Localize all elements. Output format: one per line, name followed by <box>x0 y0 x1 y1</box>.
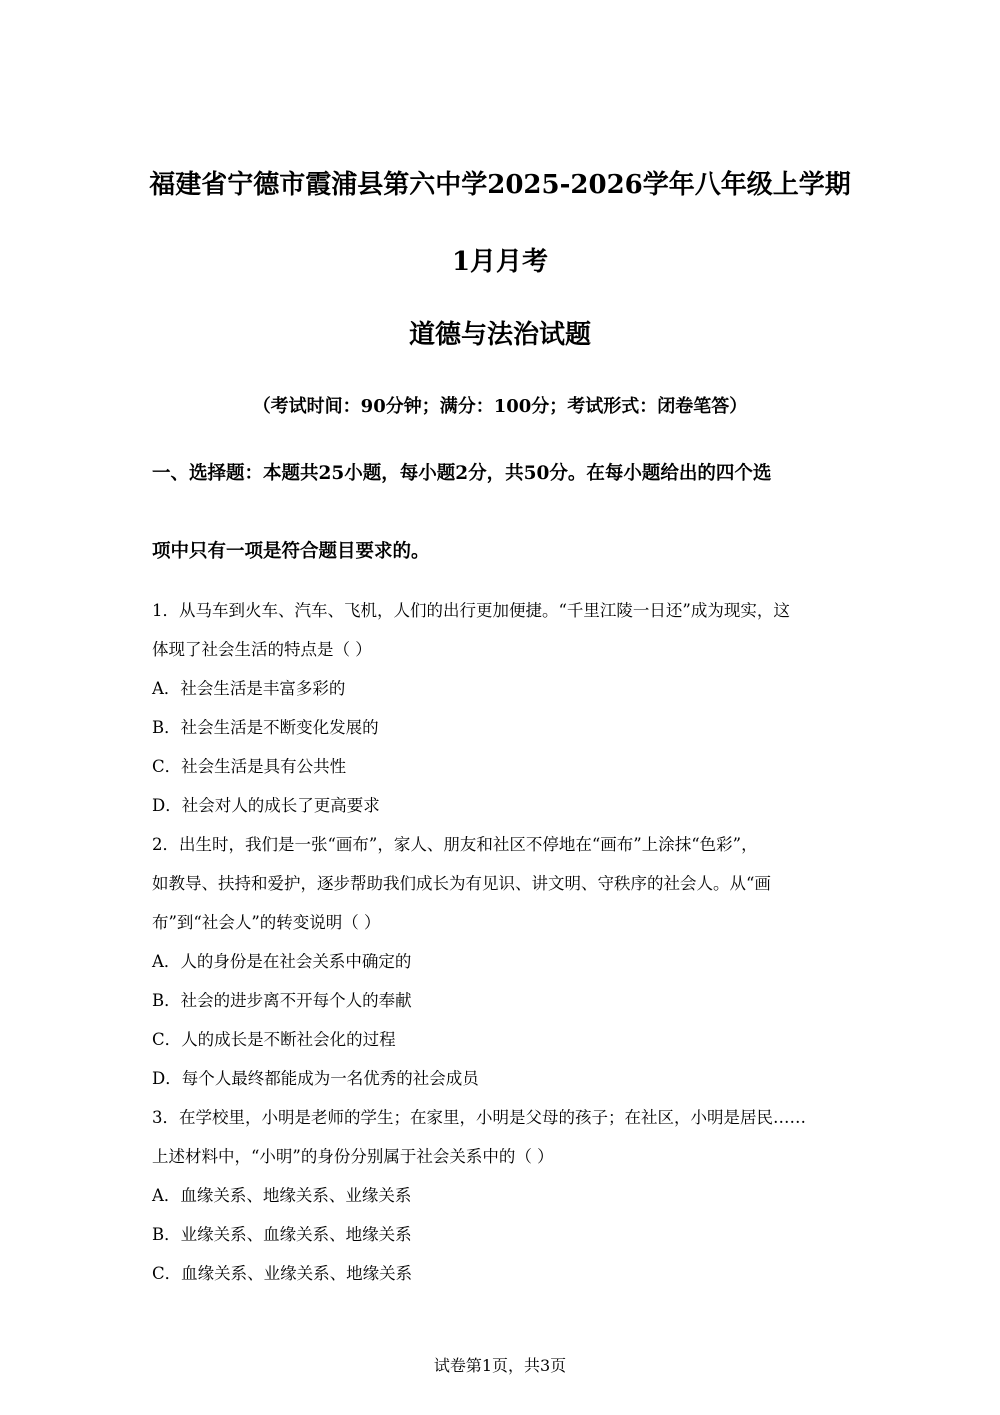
exam-title-line-1: 福建省宁德市霞浦县第六中学2025-2026学年八年级上学期 <box>149 170 851 200</box>
subject-title: 道德与法治试题 <box>408 320 591 350</box>
question-3 <box>152 1098 852 1293</box>
option-b: B．社会的进步离不开每个人的奉献 <box>152 991 412 1010</box>
option-d: D．社会对人的成长了更高要求 <box>152 796 380 815</box>
option-a: A．人的身份是在社会关系中确定的 <box>152 952 412 971</box>
option-c: C．社会生活是具有公共性 <box>152 757 347 776</box>
question-1 <box>152 591 852 825</box>
question-2 <box>152 825 852 1098</box>
option-d: D．每个人最终都能成为一名优秀的社会成员 <box>152 1069 479 1088</box>
option-a: A．血缘关系、地缘关系、业缘关系 <box>152 1186 412 1205</box>
option-a: A．社会生活是丰富多彩的 <box>152 679 346 698</box>
exam-title-line-2: 1月月考 <box>451 247 549 277</box>
question-stem-line: 体现了社会生活的特点是（ ） <box>152 640 372 659</box>
question-stem-line: 3．在学校里，小明是老师的学生；在家里，小明是父母的孩子；在社区，小明是居民…… <box>152 1108 806 1127</box>
exam-info: （考试时间：90分钟；满分：100分；考试形式：闭卷笔答） <box>252 396 748 417</box>
question-stem-line: 布”到“社会人”的转变说明（ ） <box>152 913 381 932</box>
option-b: B．社会生活是不断变化发展的 <box>152 718 379 737</box>
option-c: C．血缘关系、业缘关系、地缘关系 <box>152 1264 413 1283</box>
page-footer: 试卷第1页，共3页 <box>433 1356 567 1375</box>
question-stem-line: 2．出生时，我们是一张“画布”，家人、朋友和社区不停地在“画布”上涂抹“色彩”， <box>152 835 758 854</box>
option-b: B．业缘关系、血缘关系、地缘关系 <box>152 1225 412 1244</box>
section-heading-line-1: 一、选择题：本题共25小题，每小题2分，共50分。在每小题给出的四个选 <box>152 463 772 484</box>
question-stem-line: 上述材料中，“小明”的身份分别属于社会关系中的（ ） <box>152 1147 554 1166</box>
question-stem-line: 1．从马车到火车、汽车、飞机，人们的出行更加便捷。“千里江陵一日还”成为现实，这 <box>152 601 790 620</box>
question-list <box>152 591 852 1293</box>
section-heading-line-2: 项中只有一项是符合题目要求的。 <box>152 541 430 562</box>
question-stem-line: 如教导、扶持和爱护，逐步帮助我们成长为有见识、讲文明、守秩序的社会人。从“画 <box>152 874 771 893</box>
option-c: C．人的成长是不断社会化的过程 <box>152 1030 396 1049</box>
